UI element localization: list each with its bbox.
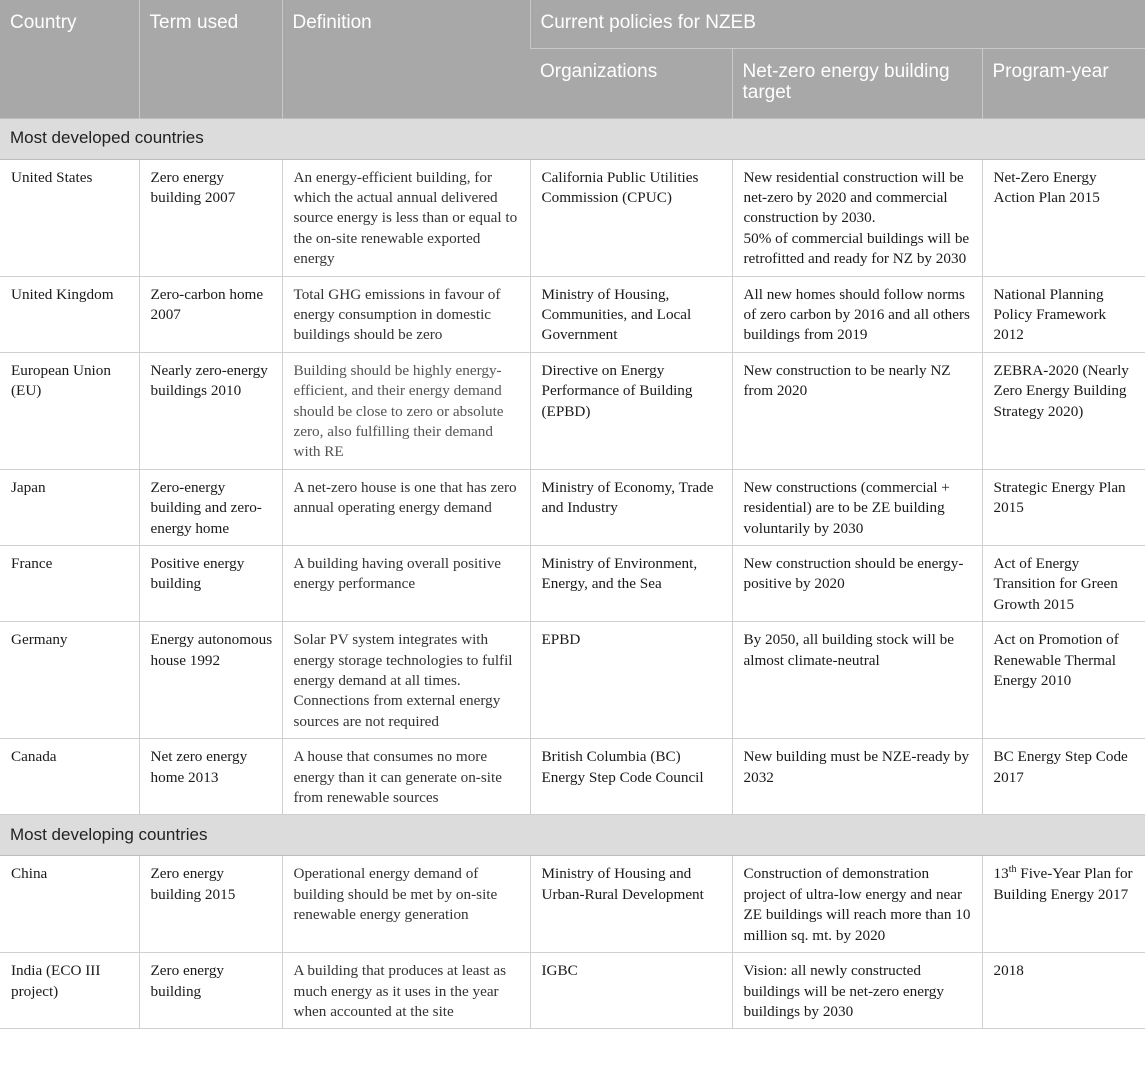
cell-term: Zero-carbon home 2007 bbox=[139, 276, 282, 352]
cell-organization: IGBC bbox=[530, 953, 732, 1029]
program-name-rest: Five-Year Plan for Building Energy 2017 bbox=[993, 865, 1133, 903]
cell-country: France bbox=[0, 546, 139, 622]
header-current-policies: Current policies for NZEB bbox=[530, 0, 1145, 48]
cell-country: China bbox=[0, 856, 139, 953]
cell-definition: Operational energy demand of building should be met by on-site renewable energy generation bbox=[282, 856, 530, 953]
header-nze-target: Net-zero energy building target bbox=[732, 48, 982, 118]
cell-target bbox=[732, 159, 982, 276]
cell-target: New construction should be energy-positive by 2020 bbox=[732, 546, 982, 622]
cell-term: Zero energy building bbox=[139, 953, 282, 1029]
cell-organization: EPBD bbox=[530, 622, 732, 739]
header-definition: Definition bbox=[282, 0, 530, 118]
cell-country: Canada bbox=[0, 739, 139, 815]
table-row bbox=[0, 856, 1145, 953]
cell-target-line-1: New residential construction will be net-zero by 2020 and commercial construction by 2030. bbox=[743, 168, 964, 227]
cell-target: All new homes should follow norms of zero carbon by 2016 and all others buildings from 2019 bbox=[732, 276, 982, 352]
cell-program: Strategic Energy Plan 2015 bbox=[982, 469, 1145, 545]
cell-country: Germany bbox=[0, 622, 139, 739]
cell-organization: Directive on Energy Performance of Building (EPBD) bbox=[530, 352, 732, 469]
cell-country: Japan bbox=[0, 469, 139, 545]
cell-target: Vision: all newly constructed buildings will be net-zero energy buildings by 2030 bbox=[732, 953, 982, 1029]
cell-definition: A house that consumes no more energy than it can generate on-site from renewable sources bbox=[282, 739, 530, 815]
table-row bbox=[0, 622, 1145, 739]
cell-organization: Ministry of Environment, Energy, and the Sea bbox=[530, 546, 732, 622]
cell-target: By 2050, all building stock will be almost climate-neutral bbox=[732, 622, 982, 739]
cell-target-line-2: 50% of commercial buildings will be retrofitted and ready for NZ by 2030 bbox=[743, 229, 970, 268]
cell-target: New building must be NZE-ready by 2032 bbox=[732, 739, 982, 815]
program-ordinal-suffix: th bbox=[1008, 864, 1017, 876]
cell-target: New constructions (commercial + residential) are to be ZE building voluntarily by 2030 bbox=[732, 469, 982, 545]
section-row-developing bbox=[0, 815, 1145, 856]
cell-definition: A building having overall positive energy performance bbox=[282, 546, 530, 622]
header-program-year: Program-year bbox=[982, 48, 1145, 118]
table-row bbox=[0, 352, 1145, 469]
cell-program: 2018 bbox=[982, 953, 1145, 1029]
cell-target: Construction of demonstration project of ultra-low energy and near ZE buildings will reach more than 10 million sq. mt. by 2020 bbox=[732, 856, 982, 953]
cell-program: National Planning Policy Framework 2012 bbox=[982, 276, 1145, 352]
cell-organization: British Columbia (BC) Energy Step Code Council bbox=[530, 739, 732, 815]
cell-term: Net zero energy home 2013 bbox=[139, 739, 282, 815]
header-country: Country bbox=[0, 0, 139, 118]
cell-organization: Ministry of Housing, Communities, and Local Government bbox=[530, 276, 732, 352]
program-ordinal-number: 13 bbox=[993, 865, 1009, 883]
cell-term: Zero energy building 2015 bbox=[139, 856, 282, 953]
cell-definition: An energy-efficient building, for which the actual annual delivered source energy is less than or equal to the on-site renewable exported energy bbox=[282, 159, 530, 276]
cell-target: New construction to be nearly NZ from 2020 bbox=[732, 352, 982, 469]
cell-country: United States bbox=[0, 159, 139, 276]
header-organizations: Organizations bbox=[530, 48, 732, 118]
cell-program: BC Energy Step Code 2017 bbox=[982, 739, 1145, 815]
cell-program bbox=[982, 856, 1145, 953]
cell-country: India (ECO III project) bbox=[0, 953, 139, 1029]
header-term-used: Term used bbox=[139, 0, 282, 118]
cell-program: Act on Promotion of Renewable Thermal Energy 2010 bbox=[982, 622, 1145, 739]
cell-program: ZEBRA-2020 (Nearly Zero Energy Building Strategy 2020) bbox=[982, 352, 1145, 469]
table-row bbox=[0, 739, 1145, 815]
cell-organization: Ministry of Housing and Urban-Rural Development bbox=[530, 856, 732, 953]
cell-definition: Solar PV system integrates with energy storage technologies to fulfil energy demand at all times. Connections from external energy sources are not required bbox=[282, 622, 530, 739]
section-label-developing: Most developing countries bbox=[0, 815, 1145, 856]
cell-term: Positive energy building bbox=[139, 546, 282, 622]
cell-definition: Total GHG emissions in favour of energy consumption in domestic buildings should be zero bbox=[282, 276, 530, 352]
cell-term: Energy autonomous house 1992 bbox=[139, 622, 282, 739]
cell-country: European Union (EU) bbox=[0, 352, 139, 469]
table-row bbox=[0, 546, 1145, 622]
cell-term: Zero energy building 2007 bbox=[139, 159, 282, 276]
table-row bbox=[0, 276, 1145, 352]
table-row bbox=[0, 469, 1145, 545]
table-row bbox=[0, 953, 1145, 1029]
cell-country: United Kingdom bbox=[0, 276, 139, 352]
cell-definition: Building should be highly energy-efficient, and their energy demand should be close to zero or absolute zero, also fulfilling their demand with RE bbox=[282, 352, 530, 469]
table-header bbox=[0, 0, 1145, 118]
cell-program: Net-Zero Energy Action Plan 2015 bbox=[982, 159, 1145, 276]
cell-term: Zero-energy building and zero-energy home bbox=[139, 469, 282, 545]
cell-definition: A net-zero house is one that has zero annual operating energy demand bbox=[282, 469, 530, 545]
section-row-developed bbox=[0, 118, 1145, 159]
cell-term: Nearly zero-energy buildings 2010 bbox=[139, 352, 282, 469]
table-row bbox=[0, 159, 1145, 276]
cell-organization: Ministry of Economy, Trade and Industry bbox=[530, 469, 732, 545]
cell-organization: California Public Utilities Commission (CPUC) bbox=[530, 159, 732, 276]
section-label-developed: Most developed countries bbox=[0, 118, 1145, 159]
cell-program: Act of Energy Transition for Green Growth 2015 bbox=[982, 546, 1145, 622]
cell-definition: A building that produces at least as much energy as it uses in the year when accounted at the site bbox=[282, 953, 530, 1029]
